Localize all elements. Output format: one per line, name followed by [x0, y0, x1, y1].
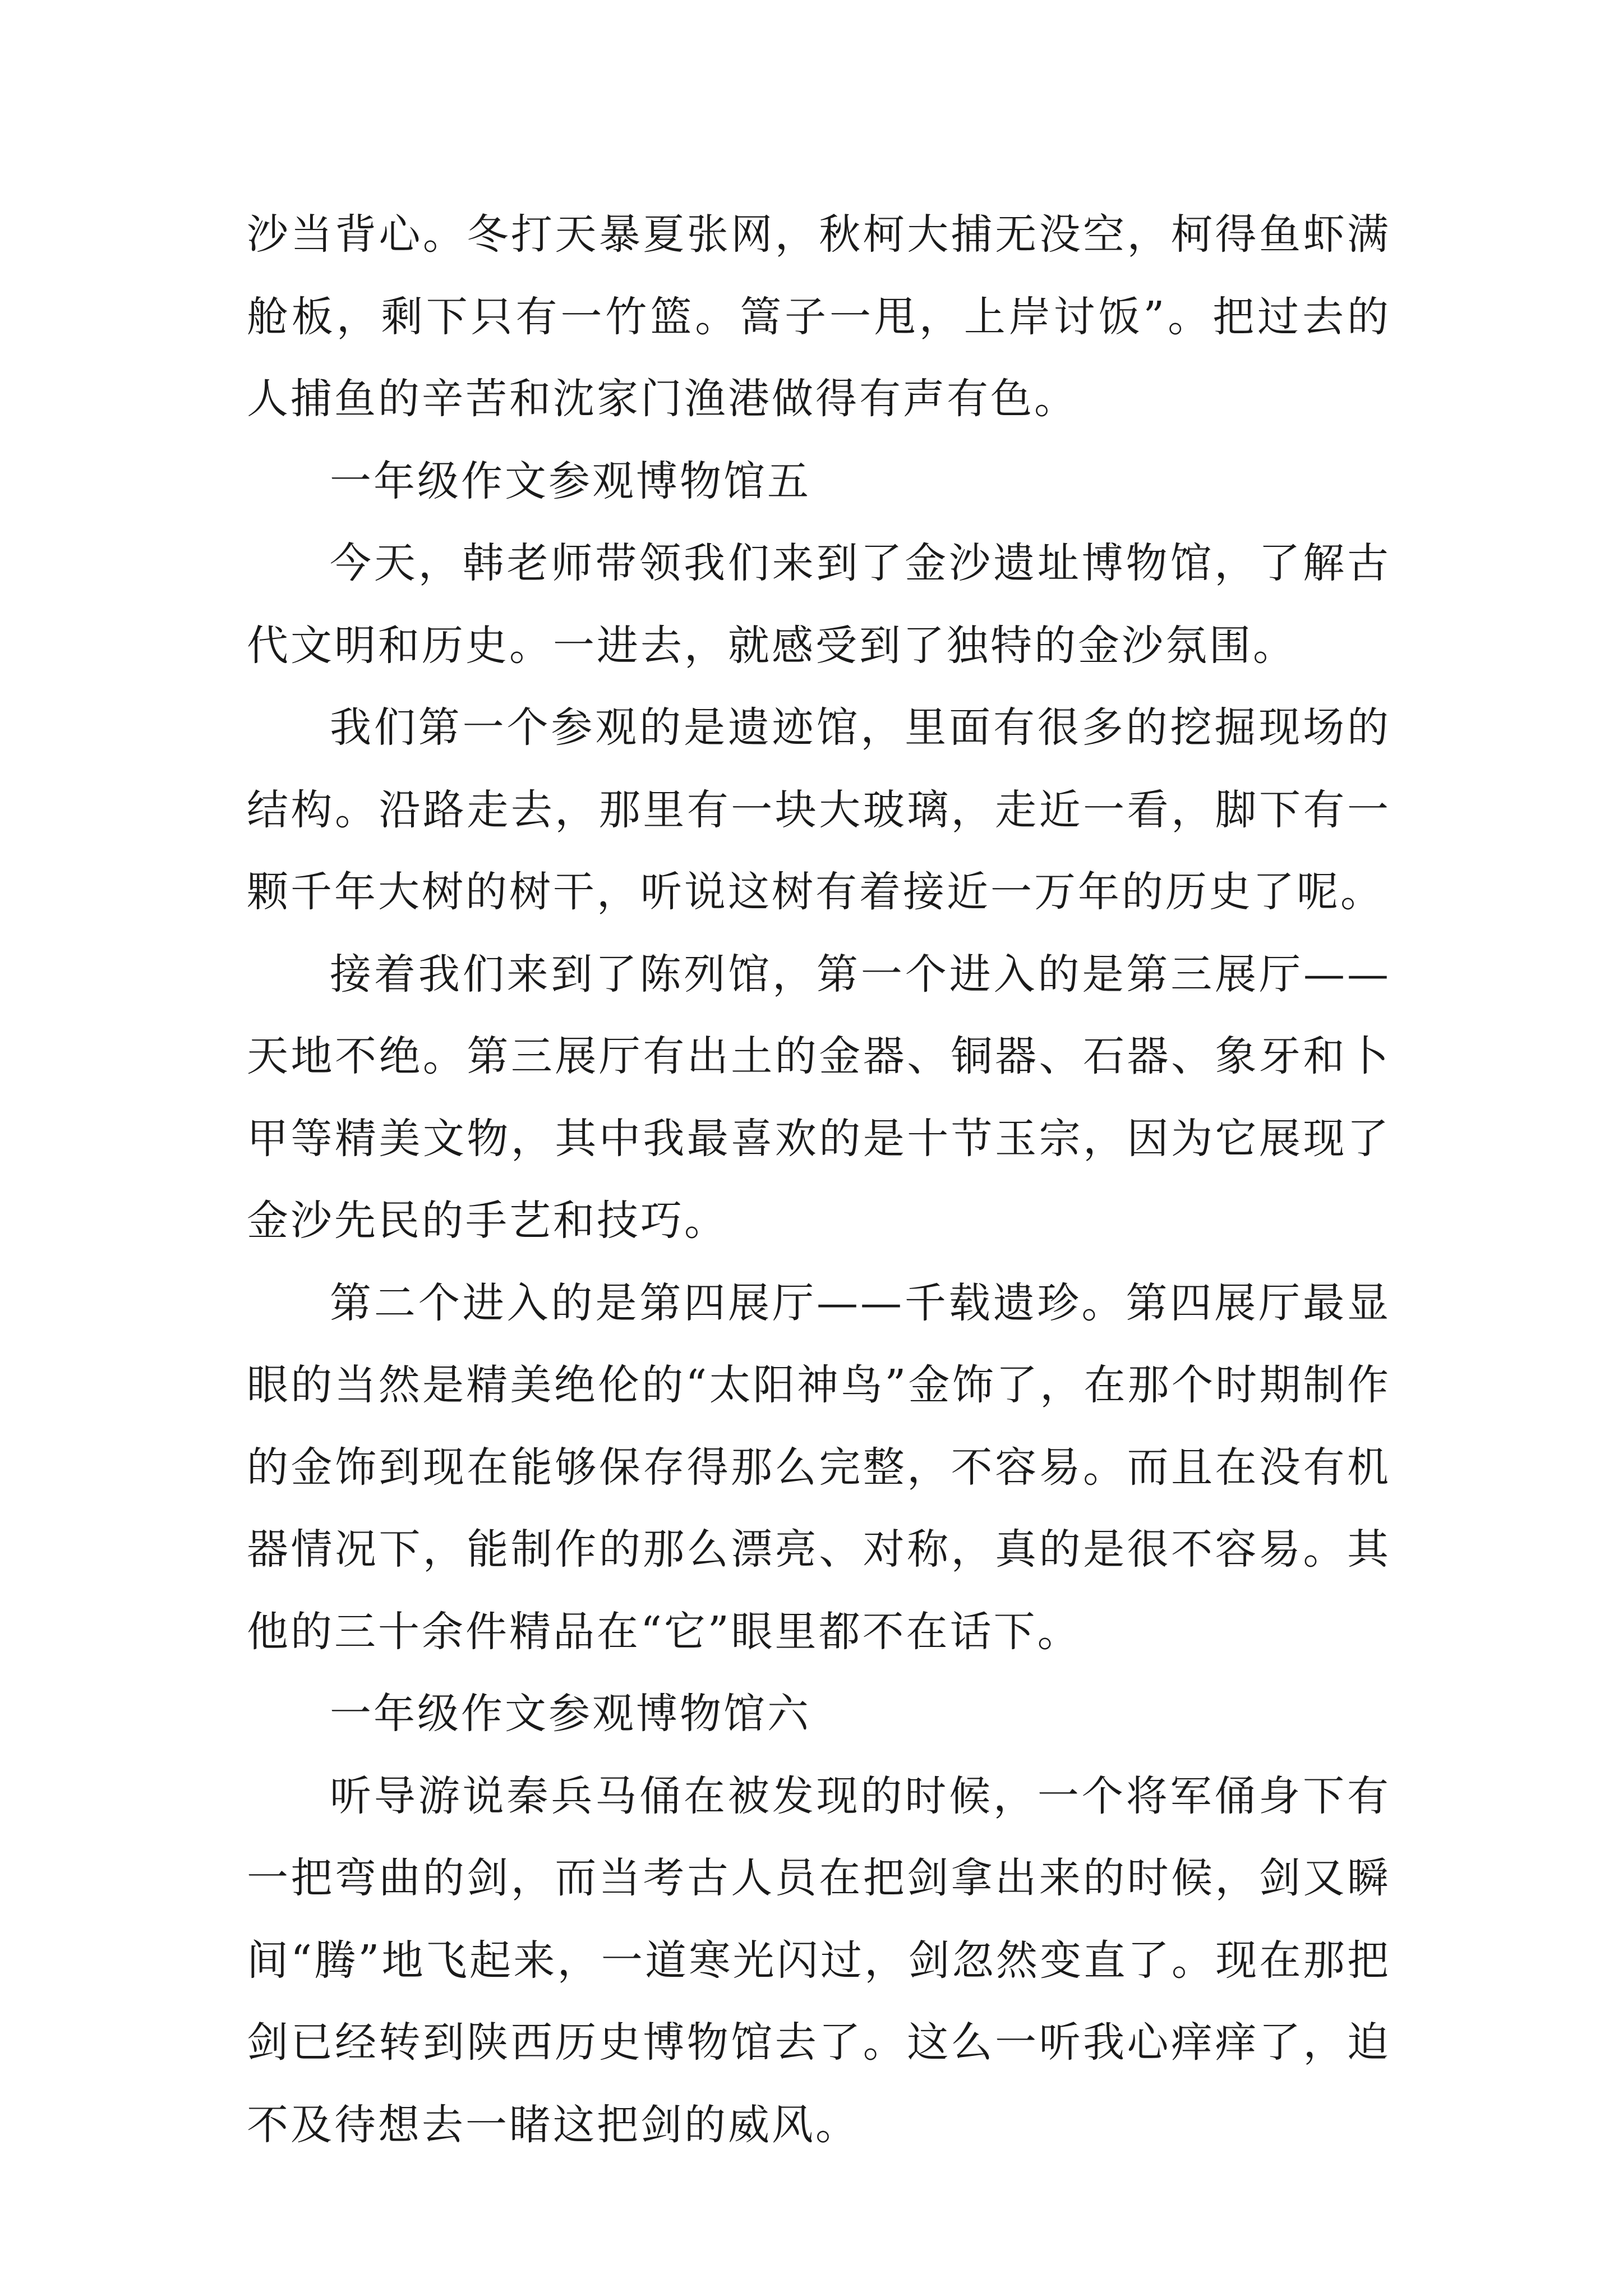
- paragraph: 我们第一个参观的是遗迹馆，里面有很多的挖掘现场的结构。沿路走去，那里有一块大玻璃，走近一看，脚下有一颗千年大树的树干，听说这树有着接近一万年的历史了呢。: [247, 703, 1391, 916]
- essay-text: [247, 194, 1391, 2166]
- essay-heading-five: 一年级作文参观博物馆五: [330, 457, 811, 505]
- paragraph: 听导游说秦兵马俑在被发现的时候，一个将军俑身下有一把弯曲的剑，而当考古人员在把剑拿出来的时候，剑又瞬间“腾”地飞起来，一道寒光闪过，剑忽然变直了。现在那把剑已经转到陕西历史博物馆去了。这么一听我心痒痒了，迫不及待想去一睹这把剑的威风。: [247, 1772, 1391, 2149]
- paragraph: 今天，韩老师带领我们来到了金沙遗址博物馆，了解古代文明和历史。一进去，就感受到了独特的金沙氛围。: [247, 539, 1391, 670]
- essay-heading-six: 一年级作文参观博物馆六: [330, 1690, 811, 1738]
- paragraph: 接着我们来到了陈列馆，第一个进入的是第三展厅——天地不绝。第三展厅有出土的金器、铜器、石器、象牙和卜甲等精美文物，其中我最喜欢的是十节玉宗，因为它展现了金沙先民的手艺和技巧。: [247, 950, 1391, 1245]
- paragraph-continuation: 沙当背心。冬打天暴夏张网，秋柯大捕无没空，柯得鱼虾满舱板，剩下只有一竹篮。篙子一甩，上岸讨饭”。把过去的人捕鱼的辛苦和沈家门渔港做得有声有色。: [247, 210, 1391, 423]
- paragraph: 第二个进入的是第四展厅——千载遗珍。第四展厅最显眼的当然是精美绝伦的“太阳神鸟”金饰了，在那个时期制作的金饰到现在能够保存得那么完整，不容易。而且在没有机器情况下，能制作的那么漂亮、对称，真的是很不容易。其他的三十余件精品在“它”眼里都不在话下。: [247, 1278, 1391, 1656]
